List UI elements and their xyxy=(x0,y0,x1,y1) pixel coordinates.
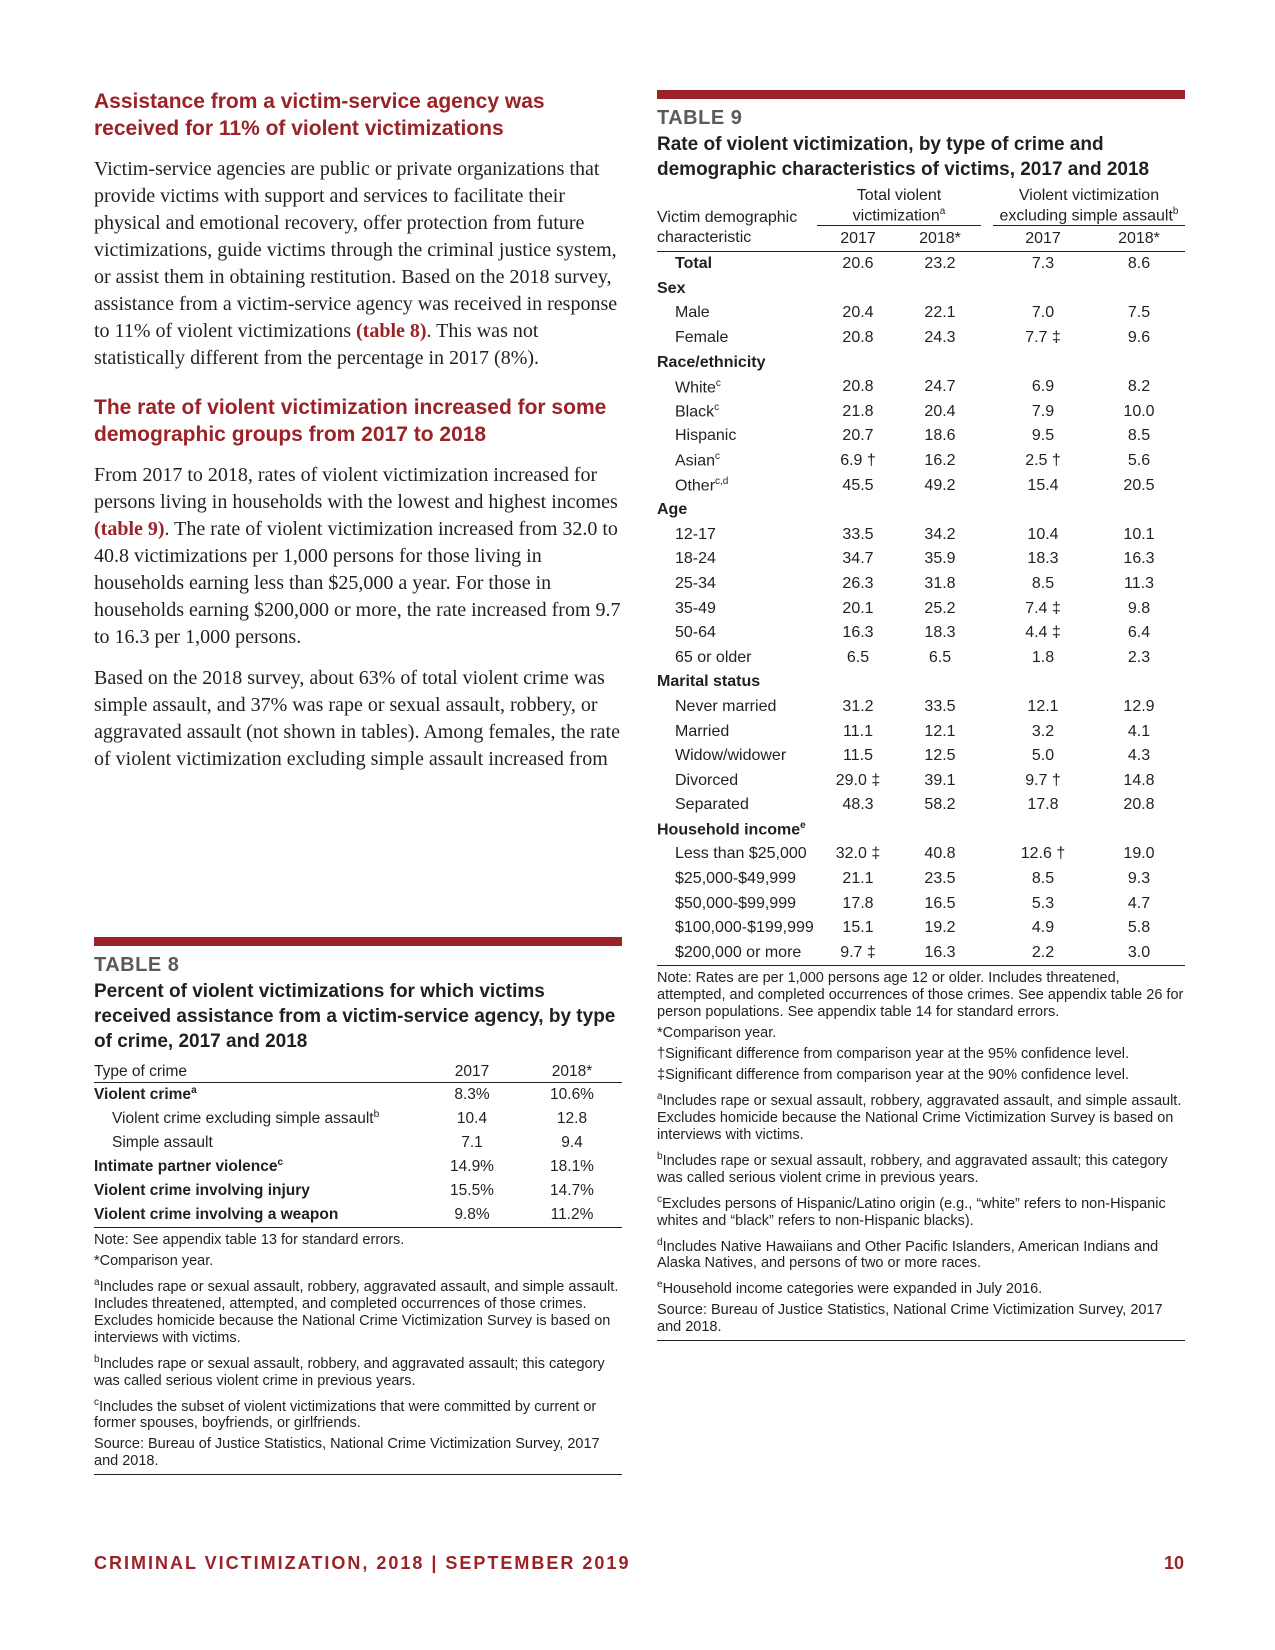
table-cell: 24.3 xyxy=(924,329,956,346)
table8-reference-link[interactable]: (table 8) xyxy=(356,320,427,342)
table-row xyxy=(657,547,1185,572)
footnote-c: $^c$Excludes persons of Hispanic/Latino origin (e.g., “white” refers to non-Hispanic whites and “black” refers to non-Hispanic blacks). xyxy=(657,1193,1166,1229)
table-row xyxy=(94,1155,622,1179)
note-text: Note: Rates are per 1,000 persons age 12 or older. Includes threatened, attempted, and completed occurrences of those crimes. See appendix table 26 for person populations. See appendix table 14 for standard errors. xyxy=(657,970,1184,1021)
table-cell: 20.4 xyxy=(842,304,874,322)
row-label: White$^c$ xyxy=(675,377,721,396)
table-cell: 33.5 xyxy=(924,697,956,715)
table-row xyxy=(657,424,1185,449)
table-cell: 8.2 xyxy=(1127,378,1151,396)
row-label: 18-24 xyxy=(675,550,716,568)
paragraph-survey: Based on the 2018 survey, about 63% of total violent crime was simple assault, and 37% was rape or sexual assault, robbery, or aggravated assault (not shown in tables). Among females, the rate of violent victimization excluding simple assault increased from xyxy=(94,667,620,770)
table-cell: 25.2 xyxy=(924,599,956,617)
table9 xyxy=(657,90,1185,1345)
table-row xyxy=(657,842,1185,867)
table-cell: 6.9 † xyxy=(840,451,876,469)
table-row xyxy=(94,1179,622,1203)
table9-reference-link[interactable]: (table 9) xyxy=(94,518,165,540)
row-label: Intimate partner violence$^c$ xyxy=(94,1157,284,1176)
table-cell: 7.9 xyxy=(1031,402,1055,420)
table-cell: 34.2 xyxy=(924,525,956,543)
table-row xyxy=(657,744,1185,769)
table-cell: 6.4 xyxy=(1127,624,1151,642)
table-cell: 10.0 xyxy=(1123,402,1155,420)
table-cell: 2.2 xyxy=(993,941,1093,966)
table-cell: 5.8 xyxy=(1127,919,1151,937)
table-cell: 29.0 ‡ xyxy=(835,771,881,789)
cell-2017: 9.8% xyxy=(422,1203,522,1228)
table-row xyxy=(657,596,1185,621)
table-cell: 7.7 ‡ xyxy=(1025,329,1061,346)
table8-top-bar xyxy=(94,937,622,946)
table8-header-type: Type of crime xyxy=(94,1062,422,1083)
table-category-row xyxy=(657,670,1185,695)
row-label: Household income$^e$ xyxy=(657,820,806,839)
table-cell: 17.8 xyxy=(1027,796,1059,814)
footnote-a: $^a$Includes rape or sexual assault, robbery, aggravated assault, and simple assault. Excludes homicide because the National Crime Victimization Survey is based on interviews with victims. xyxy=(657,1091,1182,1143)
table-cell: 10.1 xyxy=(1123,525,1155,543)
table-cell: 48.3 xyxy=(842,796,874,814)
table9-header-total-violent: Total violent victimization$^a$ xyxy=(817,188,981,226)
row-label: 35-49 xyxy=(675,599,716,617)
table-cell: 34.7 xyxy=(842,550,874,568)
table-cell: 14.8 xyxy=(1123,771,1155,789)
table-cell: 9.3 xyxy=(1127,870,1151,888)
row-label: 50-64 xyxy=(675,624,716,642)
row-label: Asian$^c$ xyxy=(675,451,721,470)
row-label: Marital status xyxy=(657,673,761,691)
table-cell: 9.6 xyxy=(1127,329,1151,346)
row-label: Race/ethnicity xyxy=(657,353,766,371)
paragraph-text: . The rate of violent victimization increased from 32.0 to 40.8 victimizations per 1,000 persons for those living in households earning less than $25,000 a year. For those in households earning $200,000 or more, the rate increased from 9.7 to 16.3 per 1,000 persons. xyxy=(94,518,621,648)
table-cell: 4.1 xyxy=(1127,722,1151,740)
page-number: 10 xyxy=(1163,1553,1184,1573)
row-label: Violent crime$^a$ xyxy=(94,1085,197,1104)
table-row xyxy=(657,326,1185,351)
table-cell: 16.3 xyxy=(1123,550,1155,568)
row-label: Black$^c$ xyxy=(675,402,720,421)
table9-year-row xyxy=(657,226,1185,252)
table-cell: 4.7 xyxy=(1127,894,1151,912)
table9-label: TABLE 9 xyxy=(657,107,743,129)
cell-2018: 11.2% xyxy=(522,1203,622,1228)
table-cell: 20.4 xyxy=(924,402,956,420)
table9-notes xyxy=(657,970,1185,1341)
table-cell: 6.9 xyxy=(1031,378,1055,396)
table-row xyxy=(657,867,1185,892)
table-cell: 18.6 xyxy=(924,427,956,445)
table9-header-2017b: 2017 xyxy=(993,226,1093,252)
cell-2017: 14.9% xyxy=(450,1158,494,1175)
table-cell: 9.8 xyxy=(1127,599,1151,617)
table-cell: 20.1 xyxy=(842,599,874,617)
table-cell: 11.3 xyxy=(1124,574,1154,592)
table-row xyxy=(657,941,1185,966)
table-cell: 2.5 † xyxy=(1025,451,1061,469)
table8-label: TABLE 8 xyxy=(94,954,180,976)
table8-title: Percent of violent victimizations for which victims received assistance from a victim-service agency, by type of crime, 2017 and 2018 xyxy=(94,981,616,1052)
table-row xyxy=(657,251,1185,276)
cell-2018: 18.1% xyxy=(550,1158,594,1175)
cell-2017: 8.3% xyxy=(454,1086,490,1103)
table9-title: Rate of violent victimization, by type of crime and demographic characteristics of victims, 2017 and 2018 xyxy=(657,134,1150,180)
section-heading-rate: The rate of violent victimization increased for some demographic groups from 2017 to 2018 xyxy=(94,396,607,446)
table-cell: 8.5 xyxy=(1031,574,1055,592)
table-row xyxy=(657,793,1185,818)
footnote-b: $^b$Includes rape or sexual assault, robbery, and aggravated assault; this category was called serious violent crime in previous years. xyxy=(657,1150,1168,1186)
table9-header-excluding-simple: Violent victimization excluding simple assault$^b$ xyxy=(993,188,1185,226)
note-text: Note: See appendix table 13 for standard errors. xyxy=(94,1232,405,1248)
table-cell: 23.5 xyxy=(924,870,956,888)
table-cell: 23.2 xyxy=(924,255,956,273)
cell-2017: 7.1 xyxy=(461,1134,483,1151)
row-label: 12-17 xyxy=(675,525,716,543)
row-label: Sex xyxy=(657,279,686,297)
row-label: Male xyxy=(675,304,710,322)
table-row xyxy=(94,1203,622,1228)
table8-header-2018: 2018* xyxy=(522,1062,622,1083)
table-cell: 12.6 † xyxy=(1020,845,1066,863)
source-note: Source: Bureau of Justice Statistics, National Crime Victimization Survey, 2017 and 2018. xyxy=(657,1302,1185,1341)
cell-2018: 14.7% xyxy=(550,1182,594,1199)
table-cell: 26.3 xyxy=(842,574,874,592)
table-cell: 22.1 xyxy=(924,304,956,322)
footnote-a: $^a$Includes rape or sexual assault, robbery, aggravated assault, and simple assault. Includes threatened, attempted, and completed occurrences of those crimes. Excludes homicide because the National Crime Victimization Survey is based on interviews with victims. xyxy=(94,1277,619,1346)
table-cell: 6.5 xyxy=(928,648,952,666)
table-cell: 58.2 xyxy=(924,796,956,814)
table-cell: 5.3 xyxy=(1031,894,1055,912)
table-cell: 4.9 xyxy=(1031,919,1055,937)
table-cell: 5.0 xyxy=(1031,747,1055,765)
table-cell: 19.2 xyxy=(924,919,956,937)
row-label: Never married xyxy=(675,697,777,715)
page-footer xyxy=(94,1553,1184,1574)
table-cell: 11.1 xyxy=(843,722,873,740)
paragraph-text: Victim-service agencies are public or private organizations that provide victims with support and services to facilitate their physical and emotional recovery, offer protection from future victimizations, guide victims through the criminal justice system, or assist them in obtaining restitution. Based on the 2018 survey, assistance from a victim-service agency was received in response to 11% of violent victimizations xyxy=(94,158,618,342)
table-row xyxy=(657,473,1185,498)
row-label: Violent crime involving injury xyxy=(94,1182,310,1199)
table-cell: 12.1 xyxy=(924,722,956,740)
table-row xyxy=(657,449,1185,474)
note-text: *Comparison year. xyxy=(94,1253,214,1269)
table-cell: 11.5 xyxy=(843,747,873,765)
table-row xyxy=(94,1107,622,1131)
table-cell: 12.9 xyxy=(1123,697,1155,715)
table8-header-2017: 2017 xyxy=(422,1062,522,1083)
footnote-c: $^c$Includes the subset of violent victimizations that were committed by current or former spouses, boyfriends, or girlfriends. xyxy=(94,1396,597,1432)
table9-header-2018: 2018* xyxy=(899,226,981,252)
table-cell: 24.7 xyxy=(924,378,956,396)
table-cell: 10.4 xyxy=(1027,525,1059,543)
table-cell: 21.8 xyxy=(842,402,874,420)
table-row xyxy=(657,572,1185,597)
table-cell: 4.3 xyxy=(1127,747,1151,765)
row-label: $100,000-$199,999 xyxy=(675,919,814,937)
table-cell: 9.7 † xyxy=(1025,771,1061,789)
table-row xyxy=(657,645,1185,670)
row-label: Female xyxy=(675,329,729,346)
table9-header-row xyxy=(657,188,1185,226)
table-cell: 7.3 xyxy=(1031,255,1055,273)
table-cell: 20.8 xyxy=(842,378,874,396)
table-cell: 31.8 xyxy=(924,574,956,592)
row-label: $200,000 or more xyxy=(657,941,817,966)
row-label: 65 or older xyxy=(675,648,752,666)
cell-2017: 15.5% xyxy=(450,1182,494,1199)
table-row xyxy=(657,399,1185,424)
row-label: Violent crime involving a weapon xyxy=(94,1203,422,1228)
table-category-row xyxy=(657,818,1185,843)
table-cell: 20.8 xyxy=(1123,796,1155,814)
table-cell: 8.5 xyxy=(1127,427,1151,445)
table-cell: 12.1 xyxy=(1027,697,1059,715)
table9-header-characteristic: Victim demographic xyxy=(657,208,798,226)
table-cell: 6.5 xyxy=(846,648,870,666)
table-category-row xyxy=(657,277,1185,302)
row-label: Total xyxy=(675,255,713,273)
table-row xyxy=(657,522,1185,547)
paragraph-assistance xyxy=(94,156,622,372)
row-label: Violent crime excluding simple assault$^b$ xyxy=(112,1109,380,1128)
paragraph-rate xyxy=(94,462,622,651)
table9-header-2018b: 2018* xyxy=(1093,226,1185,252)
table-cell: 18.3 xyxy=(1027,550,1059,568)
table-cell: 7.5 xyxy=(1127,304,1151,322)
note-text: †Significant difference from comparison year at the 95% confidence level. xyxy=(657,1046,1130,1063)
table-cell: 16.3 xyxy=(899,941,981,966)
cell-2018: 10.6% xyxy=(550,1086,594,1103)
footnote-b: $^b$Includes rape or sexual assault, robbery, and aggravated assault; this category was called serious violent crime in previous years. xyxy=(94,1353,605,1389)
row-label: Simple assault xyxy=(112,1134,213,1151)
table-cell: 35.9 xyxy=(924,550,956,568)
table-cell: 20.8 xyxy=(842,329,874,346)
table-category-row xyxy=(657,498,1185,523)
table-row xyxy=(657,695,1185,720)
table9-grid xyxy=(657,188,1185,966)
table-row xyxy=(657,916,1185,941)
footnote-d: $^d$Includes Native Hawaiians and Other Pacific Islanders, American Indians and Alaska Natives, and persons of two or more races. xyxy=(657,1236,1159,1272)
table-cell: 40.8 xyxy=(924,845,956,863)
table9-header-characteristic-2: characteristic xyxy=(657,226,817,252)
table-cell: 12.5 xyxy=(924,747,956,765)
row-label: Married xyxy=(675,722,730,740)
table-category-row xyxy=(657,350,1185,375)
table-cell: 45.5 xyxy=(842,476,874,494)
row-label: $25,000-$49,999 xyxy=(675,870,796,888)
table-row xyxy=(657,719,1185,744)
table-cell: 16.2 xyxy=(924,451,956,469)
table-cell: 18.3 xyxy=(924,624,956,642)
table9-top-bar xyxy=(657,90,1185,99)
row-label: Age xyxy=(657,501,688,519)
table-cell: 9.5 xyxy=(1031,427,1055,445)
table-cell: 19.0 xyxy=(1123,845,1155,863)
table-cell: 3.0 xyxy=(1093,941,1185,966)
row-label: $50,000-$99,999 xyxy=(675,894,796,912)
table-cell: 32.0 ‡ xyxy=(835,845,881,863)
source-note: Source: Bureau of Justice Statistics, National Crime Victimization Survey, 2017 and 2018. xyxy=(94,1436,622,1475)
table-row xyxy=(657,301,1185,326)
table8-notes xyxy=(94,1232,622,1475)
footer-title: CRIMINAL VICTIMIZATION, 2018 | SEPTEMBER 2019 xyxy=(94,1553,631,1573)
table-cell: 7.4 ‡ xyxy=(1025,599,1061,617)
cell-2018: 12.8 xyxy=(556,1110,588,1127)
table-cell: 39.1 xyxy=(924,771,956,789)
table-cell: 8.6 xyxy=(1127,255,1151,273)
table-row xyxy=(657,768,1185,793)
row-label: 25-34 xyxy=(675,574,716,592)
table-cell: 1.8 xyxy=(1031,648,1055,666)
row-label: Hispanic xyxy=(675,427,737,445)
note-text: *Comparison year. xyxy=(657,1025,777,1042)
row-label: Other$^{c,d}$ xyxy=(675,475,729,495)
table-cell: 9.7 ‡ xyxy=(817,941,899,966)
table-cell: 33.5 xyxy=(842,525,874,543)
table-cell: 15.1 xyxy=(842,919,874,937)
footnote-e: $^e$Household income categories were expanded in July 2016. xyxy=(657,1279,1043,1298)
row-label: Less than $25,000 xyxy=(675,845,807,863)
cell-2017: 10.4 xyxy=(456,1110,488,1127)
table-cell: 17.8 xyxy=(842,894,874,912)
table-row xyxy=(94,1131,622,1155)
table-cell: 8.5 xyxy=(1031,870,1055,888)
table-cell: 31.2 xyxy=(842,697,874,715)
table-cell: 16.3 xyxy=(842,624,874,642)
table8 xyxy=(94,937,622,1479)
table8-header-row xyxy=(94,1062,622,1083)
row-label: Widow/widower xyxy=(675,747,787,765)
note-text: ‡Significant difference from comparison year at the 90% confidence level. xyxy=(657,1067,1130,1084)
left-column xyxy=(94,88,622,773)
table-row xyxy=(657,891,1185,916)
table-cell: 20.5 xyxy=(1123,476,1155,494)
table9-header-2017: 2017 xyxy=(817,226,899,252)
table-row xyxy=(94,1083,622,1108)
table-cell: 4.4 ‡ xyxy=(1025,624,1061,642)
table-row xyxy=(657,621,1185,646)
table-cell: 20.6 xyxy=(842,255,874,273)
table-cell: 15.4 xyxy=(1027,476,1059,494)
table-cell: 5.6 xyxy=(1127,451,1151,469)
table-cell: 2.3 xyxy=(1127,648,1151,666)
table-cell: 16.5 xyxy=(924,894,956,912)
row-label: Separated xyxy=(675,796,749,814)
paragraph-text: From 2017 to 2018, rates of violent victimization increased for persons living in households with the lowest and highest incomes xyxy=(94,464,618,513)
table-cell: 7.0 xyxy=(1031,304,1055,322)
table-row xyxy=(657,375,1185,400)
cell-2018: 9.4 xyxy=(561,1134,583,1151)
paragraph-text: . This was not statistically different from the percentage in 2017 (8%). xyxy=(94,320,540,369)
row-label: Divorced xyxy=(675,771,739,789)
table-cell: 20.7 xyxy=(842,427,874,445)
table-cell: 3.2 xyxy=(1031,722,1055,740)
section-heading-assistance: Assistance from a victim-service agency was received for 11% of violent victimizations xyxy=(94,90,545,140)
table8-grid xyxy=(94,1062,622,1228)
table-cell: 49.2 xyxy=(924,476,956,494)
table-cell: 21.1 xyxy=(842,870,874,888)
